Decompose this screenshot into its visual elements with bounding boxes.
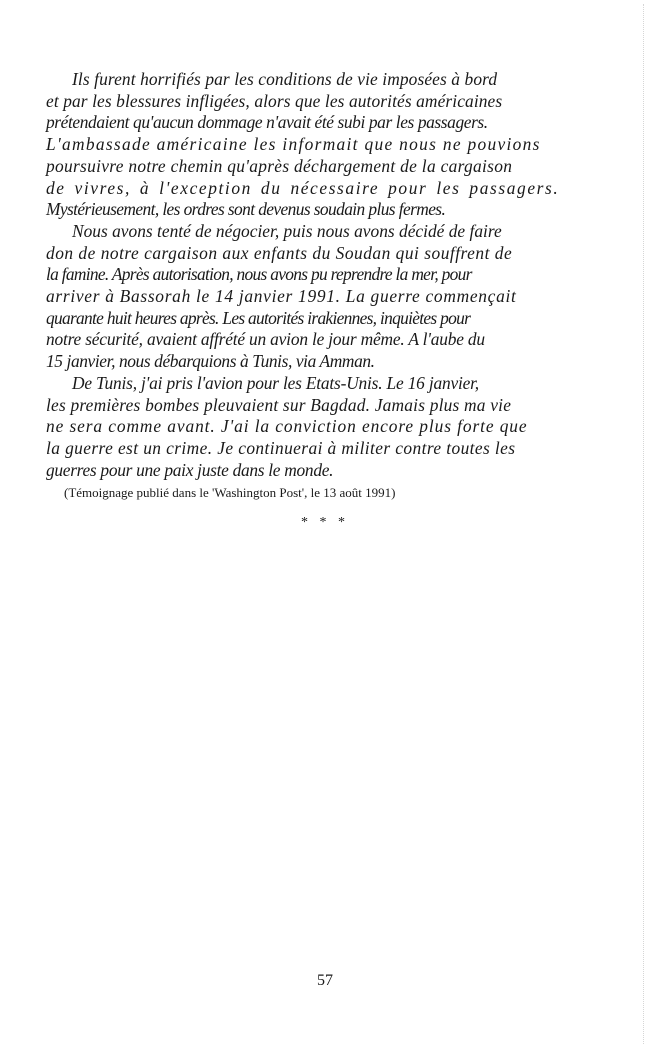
text-line-16: les premières bombes pleuvaient sur Bagdad. Jamais plus ma vie [46, 394, 512, 415]
text-line-2: et par les blessures infligées, alors que les autorités américaines [46, 90, 503, 111]
text-line-7: Mystérieusement, les ordres sont devenus soudain plus fermes. [46, 199, 446, 220]
text-line-15: De Tunis, j'ai pris l'avion pour les Etats-Unis. Le 16 janvier, [72, 372, 479, 393]
text-line-1: Ils furent horrifiés par les conditions de vie imposées à bord [72, 69, 498, 89]
text-line-10: la famine. Après autorisation, nous avons pu reprendre la mer, pour [46, 264, 472, 285]
text-line-8: Nous avons tenté de négocier, puis nous avons décidé de faire [72, 220, 502, 241]
text-line-12: quarante huit heures après. Les autorités irakiennes, inquiètes pour [46, 307, 471, 328]
text-line-14: 15 janvier, nous débarquions à Tunis, via Amman. [46, 351, 375, 372]
page-number: 57 [317, 972, 333, 989]
section-separator: * * * [301, 515, 349, 530]
source-citation: (Témoignage publié dans le 'Washington Post', le 13 août 1991) [64, 485, 396, 501]
text-line-5: poursuivre notre chemin qu'après déchargement de la cargaison [46, 155, 513, 176]
text-line-18: la guerre est un crime. Je continuerai à militer contre toutes les [46, 437, 516, 458]
text-line-13: notre sécurité, avaient affrété un avion le jour même. A l'aube du [46, 329, 485, 350]
text-line-11: arriver à Bassorah le 14 janvier 1991. La guerre commençait [46, 286, 517, 307]
text-line-6: de vivres, à l'exception du nécessaire pour les passagers. [46, 177, 560, 198]
scan-edge-marks [635, 4, 644, 1044]
text-line-4: L'ambassade américaine les informait que nous ne pouvions [46, 134, 541, 155]
text-line-19: guerres pour une paix juste dans le monde. [46, 459, 334, 480]
text-line-3: prétendaient qu'aucun dommage n'avait été subi par les passagers. [46, 112, 488, 133]
body-text [46, 69, 572, 503]
text-line-9: don de notre cargaison aux enfants du Soudan qui souffrent de [46, 242, 513, 263]
text-line-17: ne sera comme avant. J'ai la conviction encore plus forte que [46, 416, 528, 437]
